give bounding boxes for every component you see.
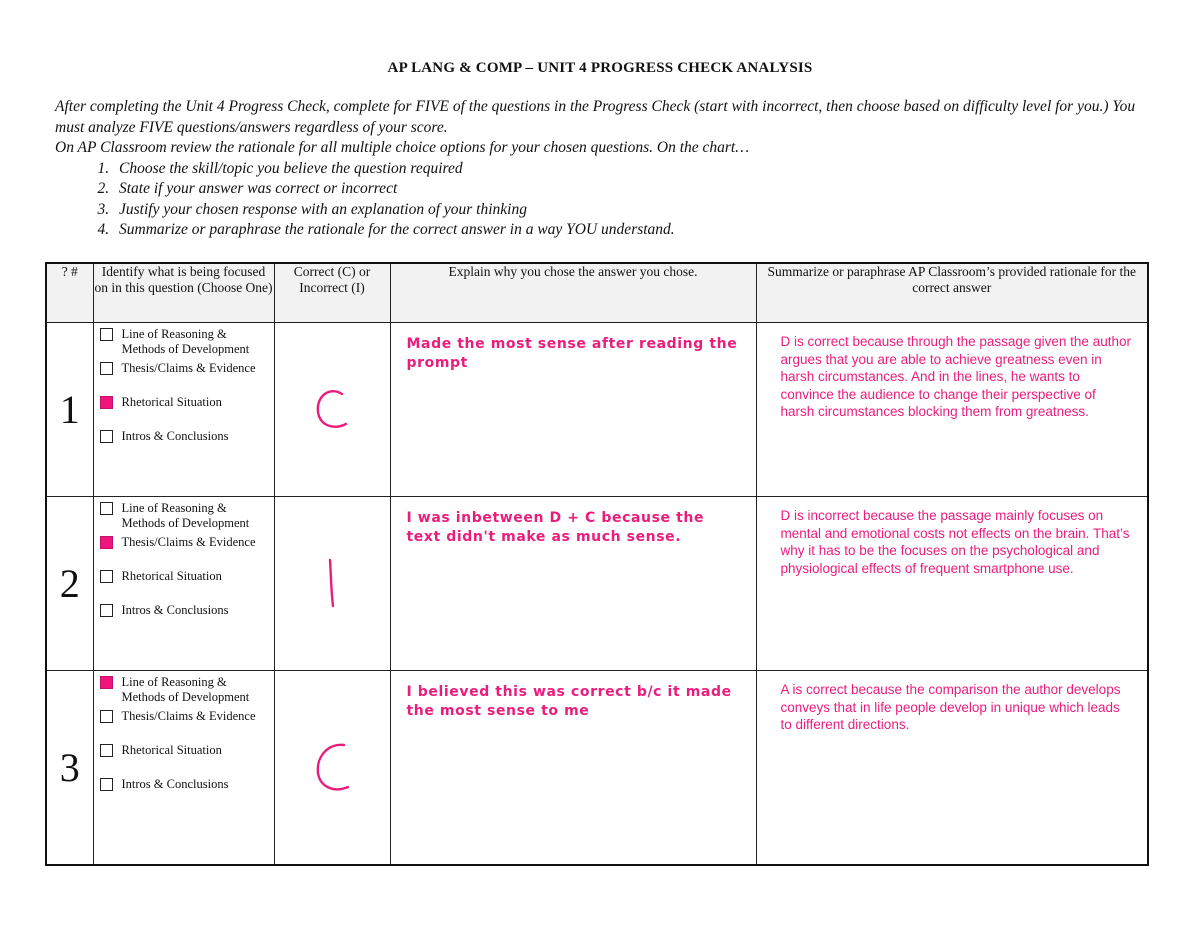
option-rhetorical-situation[interactable] — [98, 743, 274, 777]
table-row — [46, 497, 1148, 671]
checkbox-checked[interactable] — [100, 536, 113, 549]
checkbox[interactable] — [100, 430, 113, 443]
checkbox-checked[interactable] — [100, 396, 113, 409]
rationale-cell: A is correct because the comparison the author develops conveys that in life people develop in unique which leads to different directions. — [756, 671, 1148, 865]
step-item: 4. Summarize or paraphrase the rationale for the correct answer in a way YOU understand. — [113, 220, 1165, 241]
option-line-of-reasoning[interactable] — [98, 327, 274, 361]
focus-options — [93, 671, 274, 865]
option-label: Rhetorical Situation — [121, 569, 222, 583]
checkbox[interactable] — [100, 328, 113, 341]
question-number: 3 — [46, 671, 93, 865]
explanation-cell: Made the most sense after reading the prompt — [390, 323, 756, 497]
focus-options — [93, 323, 274, 497]
header-focus: Identify what is being focused on in this question (Choose One) — [93, 263, 274, 323]
grade-cell — [274, 323, 390, 497]
grade-cell — [274, 497, 390, 671]
option-rhetorical-situation[interactable] — [98, 569, 274, 603]
handwritten-i-mark — [302, 554, 362, 614]
option-label: Line of Reasoning & Methods of Development — [121, 675, 250, 704]
header-explain: Explain why you chose the answer you chose. — [390, 263, 756, 323]
checkbox-checked[interactable] — [100, 676, 113, 689]
instructions-intro: After completing the Unit 4 Progress Check, complete for FIVE of the questions in the Progress Check (start with incorrect, then choose based on difficulty level for you.) You must analyze FIVE questions/answers regardless of your score. — [55, 98, 1136, 136]
step-item: 1. Choose the skill/topic you believe the question required — [113, 159, 1165, 180]
option-rhetorical-situation[interactable] — [98, 395, 274, 429]
focus-options — [93, 497, 274, 671]
analysis-table — [45, 262, 1149, 866]
instructions-review: On AP Classroom review the rationale for all multiple choice options for your chosen questions. On the chart… — [55, 139, 750, 156]
rationale-cell: D is correct because through the passage given the author argues that you are able to achieve greatness even in harsh circumstances. And in the lines, he wants to convince the audience to change their perspective of harsh circumstances blocking them from greatness. — [756, 323, 1148, 497]
checkbox[interactable] — [100, 778, 113, 791]
step-item: 3. Justify your chosen response with an explanation of your thinking — [113, 200, 1165, 221]
instructions — [55, 97, 1165, 241]
handwritten-c-mark — [302, 380, 362, 440]
page-title: AP LANG & COMP – UNIT 4 PROGRESS CHECK ANALYSIS — [387, 60, 813, 76]
option-thesis-claims[interactable] — [98, 709, 274, 743]
option-thesis-claims[interactable] — [98, 361, 274, 395]
option-thesis-claims[interactable] — [98, 535, 274, 569]
option-intros-conclusions[interactable] — [98, 603, 274, 635]
option-label: Thesis/Claims & Evidence — [121, 535, 256, 549]
option-intros-conclusions[interactable] — [98, 429, 274, 461]
handwritten-c-mark — [302, 735, 362, 799]
explanation-cell: I believed this was correct b/c it made the most sense to me — [390, 671, 756, 865]
option-label: Line of Reasoning & Methods of Development — [121, 327, 250, 356]
option-label: Thesis/Claims & Evidence — [121, 361, 256, 375]
table-row — [46, 671, 1148, 865]
option-label: Intros & Conclusions — [121, 429, 229, 443]
option-label: Rhetorical Situation — [121, 395, 222, 409]
checkbox[interactable] — [100, 502, 113, 515]
rationale-cell: D is incorrect because the passage mainly focuses on mental and emotional costs not effects on the brain. That’s why it has to be the focuses on the psychological and physiological effects of frequent smartphone use. — [756, 497, 1148, 671]
option-line-of-reasoning[interactable] — [98, 501, 274, 535]
checkbox[interactable] — [100, 570, 113, 583]
option-label: Intros & Conclusions — [121, 603, 229, 617]
header-correct: Correct (C) or Incorrect (I) — [274, 263, 390, 323]
grade-cell — [274, 671, 390, 865]
instructions-steps — [55, 159, 1165, 241]
option-label: Intros & Conclusions — [121, 777, 229, 791]
table-row — [46, 323, 1148, 497]
checkbox[interactable] — [100, 710, 113, 723]
option-label: Line of Reasoning & Methods of Development — [121, 501, 250, 530]
header-row — [46, 263, 1148, 323]
header-question-number: ? # — [46, 263, 93, 323]
header-summarize: Summarize or paraphrase AP Classroom’s provided rationale for the correct answer — [756, 263, 1148, 323]
step-item: 2. State if your answer was correct or incorrect — [113, 179, 1165, 200]
option-intros-conclusions[interactable] — [98, 777, 274, 809]
checkbox[interactable] — [100, 604, 113, 617]
option-line-of-reasoning[interactable] — [98, 675, 274, 709]
option-label: Thesis/Claims & Evidence — [121, 709, 256, 723]
option-label: Rhetorical Situation — [121, 743, 222, 757]
explanation-cell: I was inbetween D + C because the text didn't make as much sense. — [390, 497, 756, 671]
checkbox[interactable] — [100, 744, 113, 757]
question-number: 2 — [46, 497, 93, 671]
checkbox[interactable] — [100, 362, 113, 375]
question-number: 1 — [46, 323, 93, 497]
